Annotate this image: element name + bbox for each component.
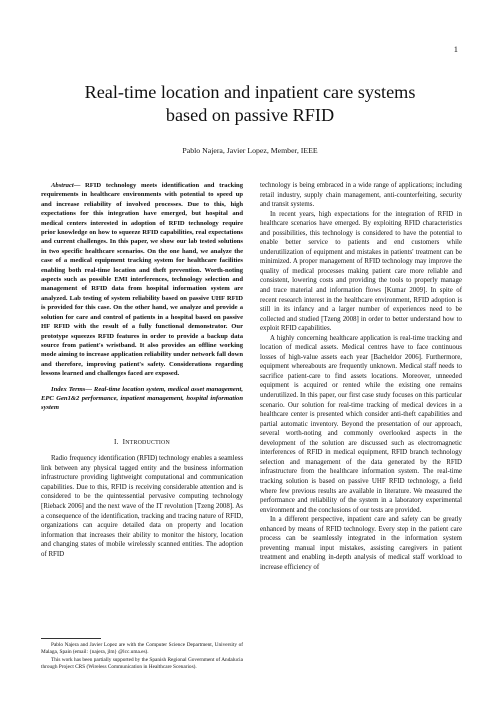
section-title-rest: NTRODUCTION — [125, 439, 170, 446]
footnote-funding: This work has been partially supported by the Spanish Regional Government of Andalucia through Project CRS (Wireless Communication in Healthcare Scenarios). — [41, 656, 243, 671]
title-line-2: based on passive RFID — [165, 105, 335, 125]
section-number: I. — [114, 437, 119, 446]
index-terms-label: Index Terms — [51, 385, 86, 393]
intro-paragraph-1: Radio frequency identification (RFID) technology enables a seamless link between any physical tagged entity and the business information infrastructure providing lightweight computational and communication capabilities. Due to this, RFID is receiving considerable attention and is considered to be the quintessential pervasive computing technology [Rieback 2006] and the next wave of the IT revolution [Tzeng 2008]. As a consequence of the identification, tracking and tracing nature of RFID, organizations can acquire detailed data on property and location information that increases their ability to monitor the history, location and changing states of mobile wirelessly scanned entities. The adoption of RFID — [41, 455, 243, 558]
intro-paragraph-3: A highly concerning healthcare application is real-time tracking and location of medical assets. Medical centres have to face continuous losses of high-value assets each year [Bacheldor 2006]. Furthermore, equipment whereabouts are frequently unknown. Medical staff needs to sacrifice patient-care to find assets locations. Moreover, unneeded equipment is acquired or rented while the existing one remains underutilized. In this paper, our first case study focuses on this particular scenario. Our solution for real-time tracking of medical devices in a healthcare center is presented which consider anti-theft capabilities and partial automatic inventory. Beyond the presentation of our approach, several worth-noting and commonly overlooked aspects in the development of the solution are discussed such as electromagnetic interferences of RFID in medical equipment, RFID branch technology selection and management of the data generated by the RFID infrastructure from the healthcare information system. The real-time tracking solution is based on passive UHF RFID technology, a field where few previous results are available in literature. We measured the performance and reliability of the system in a laboratory experimental environment and the conclusions of our tests are provided. — [260, 334, 462, 514]
left-column — [41, 181, 243, 559]
abstract-label: Abstract — [51, 182, 74, 189]
abstract — [41, 181, 243, 379]
intro-paragraph-2: In recent years, high expectations for the integration of RFID in healthcare scenarios have emerged. By exploiting RFID characteristics and possibilities, this technology is considered to have the potential to enable better service to patients and end customers while underutilization of equipment and mistakes in patients' treatment can be minimized. A proper management of RFID technology may improve the quality of medical processes making patient care more reliable and consistent, lowering costs and providing the tools to properly manage and trace material and information flows [Kumar 2009]. In spite of recent research interest in the healthcare environment, RFID adoption is still in its infancy and a larger number of experiences need to be collected and studied [Tzeng 2008] in order to better understand how to exploit RFID capabilities. — [260, 210, 462, 333]
index-terms-text: — Real-time location system, medical asset management, EPC Gen1&2 performance, inpatient management, hospital information system — [41, 385, 243, 412]
intro-paragraph-continued: technology is being embraced in a wide range of applications; including retail industry, supply chain management, anti-counterfeiting, security and transit systems. — [260, 182, 462, 209]
paper-title — [40, 81, 460, 127]
footnotes — [41, 642, 243, 672]
section-heading — [41, 438, 243, 449]
footnote-affiliation: Pablo Najera and Javier Lopez are with the Computer Science Department, University of Malaga, Spain (email: {najera, jlm} @lcc.uma.es). — [41, 642, 243, 656]
title-line-1: Real-time location and inpatient care systems — [84, 82, 416, 102]
index-terms — [41, 385, 243, 413]
abstract-text: — RFID technology meets identification and tracking requirements in healthcare environments with potential to speed up and increase reliability of involved processes. Due to this, high expectations for this integration have emerged, but hospital and medical centers interested in adoption of RFID technology require prior knowledge on how to squeeze RFID capabilities, real expectations and current challenges. In this paper, we show our lab tested solutions in two specific healthcare scenarios. On the one hand, we analyze the case of a medical equipment tracking system for healthcare facilities enabling both real-time location and theft prevention. Worth-noting aspects such as possible EMI interferences, technology selection and management of RFID data from hospital information system are analyzed. Lab testing of system reliability based on passive UHF RFID is provided for this case. On the other hand, we analyze and provide a solution for care and control of patients in a hospital based on passive HF RFID with the result of a fully functional demonstrator. Our prototype squeezes RFID features in order to provide a backup data source from patient's wristband. It also provides an offline working mode aiming to increase application reliability under network fall down and therefore, improving patient's safety. Considerations regarding lessons learned and challenges faced are exposed. — [41, 182, 243, 378]
section-title-initial: I — [122, 437, 126, 446]
right-column — [260, 181, 462, 572]
intro-paragraph-4: In a different perspective, inpatient care and safety can be greatly enhanced by means of RFID technology. Every step in the patient care process can be seamlessly integrated in the information system preventing manual input mistakes, assisting caregivers in patient treatment and enabling in-depth analysis of medical staff workload to increase efficiency of — [260, 516, 462, 571]
author-line: Pablo Najera, Javier Lopez, Member, IEEE — [182, 146, 318, 155]
footnote-divider — [41, 638, 101, 639]
page-number: 1 — [453, 44, 458, 54]
